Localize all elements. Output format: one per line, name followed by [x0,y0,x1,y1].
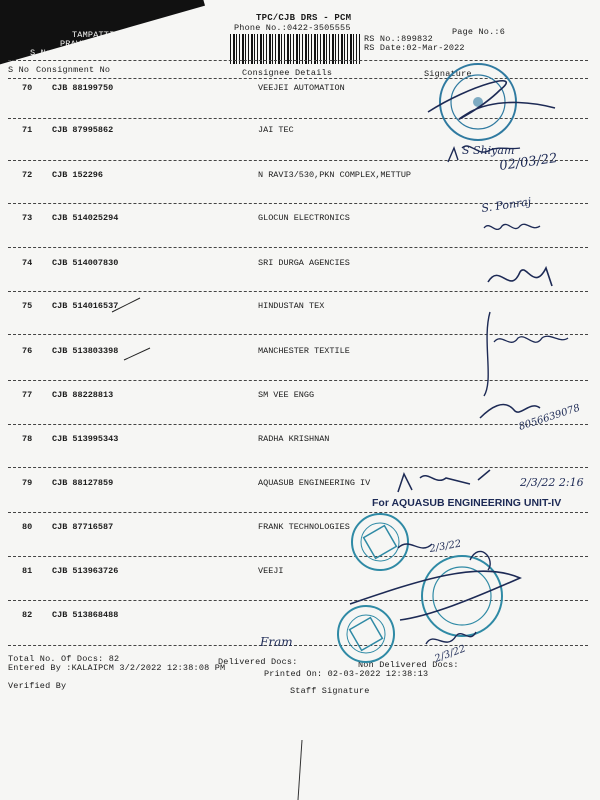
company-round-stamp-icon [352,514,408,570]
employee-name: PRAVEEN [60,39,98,49]
signature-82-date: 2/3/22 [433,643,468,665]
staff-signature: Staff Signature [290,686,370,696]
signature-71-name: S Shiyam [462,144,515,157]
row-sno: 81 [22,566,33,576]
col-consignment: Consignment No [36,65,111,75]
signature-80-date: 2/3/22 [428,538,463,555]
row-consignment: CJB 88228813 [52,390,114,400]
signature-scribble [480,405,540,418]
row-consignee: RADHA KRISHNAN [258,434,330,444]
row-consignment: CJB 514007830 [52,258,119,268]
row-consignee: FRANK TECHNOLOGIES [258,522,350,532]
drs-number: S No. :DCJB89983206 [30,48,131,58]
signature-73: S. Ponraj [480,195,532,215]
row-consignee: VEEJEI AUTOMATION [258,83,345,93]
row-consignment: CJB 88127859 [52,478,114,488]
non-delivered-docs: Non Delivered Docs: [358,660,459,670]
row-consignment: CJB 513995343 [52,434,119,444]
signature-scribble [350,571,520,620]
signature-scribble [398,544,432,548]
row-consignee: AQUASUB ENGINEERING IV [258,478,371,488]
row-consignment: CJB 87995862 [52,125,114,135]
row-consignment: CJB 87716587 [52,522,114,532]
row-consignment: CJB 88199750 [52,83,114,93]
row-sno: 70 [22,83,33,93]
row-consignment: CJB 513868488 [52,610,119,620]
row-sno: 82 [22,610,33,620]
row-sno: 80 [22,522,33,532]
row-sno: 75 [22,301,33,311]
row-sno: 78 [22,434,33,444]
signature-scribble [488,268,552,286]
row-sno: 71 [22,125,33,135]
col-signature: Signature [424,69,472,79]
signature-scribble [494,336,568,342]
col-sno: S No [8,65,30,75]
row-consignee: N RAVI3/530,PKN COMPLEX,METTUP [258,170,412,180]
row-consignment: CJB 513803398 [52,346,119,356]
row-consignee: GLOCUN ELECTRONICS [258,213,350,223]
row-sno: 79 [22,478,33,488]
row-consignment: CJB 513963726 [52,566,119,576]
signature-scribble [398,470,490,492]
total-docs: Total No. Of Docs: 82 [8,654,120,664]
signature-82-name: Fram [260,635,293,649]
signature-79-date: 2/3/22 2:16 [520,476,584,489]
company-round-stamp-icon [338,606,394,662]
verified-by: Verified By [8,681,67,691]
row-sno: 72 [22,170,33,180]
row-consignee: HINDUSTAN TEX [258,301,325,311]
printed-on: Printed On: 02-03-2022 12:38:13 [264,669,429,679]
col-consignee: Consignee Details [242,68,333,78]
signature-77-phone: 8056639078 [517,402,582,433]
company-stamp-text: For AQUASUB ENGINEERING UNIT-IV [372,497,562,509]
pen-mark [112,298,140,312]
entered-by: Entered By :KALAIPCM 3/2/2022 12:38:08 PM [8,663,226,673]
row-sno: 73 [22,213,33,223]
pen-mark [124,348,150,360]
signature-scribble [428,81,555,119]
branch-location: TAMPATTI [72,30,115,40]
delivered-docs: Delivered Docs: [218,657,298,667]
phone-number: Phone No.:0422-3505555 [234,23,351,33]
row-sno: 76 [22,346,33,356]
signature-scribble [484,224,540,229]
signature-71-date: 02/03/22 [498,150,559,174]
row-consignment: CJB 514016537 [52,301,119,311]
rs-number: RS No.:899832 [364,34,433,44]
pen-mark [298,740,302,800]
page-number: Page No.:6 [452,27,506,37]
row-consignee: SM VEE ENGG [258,390,315,400]
row-sno: 77 [22,390,33,400]
row-consignment: CJB 514025294 [52,213,119,223]
row-consignee: VEEJI [258,566,284,576]
row-sno: 74 [22,258,33,268]
row-consignment: CJB 152296 [52,170,104,180]
row-consignee: SRI DURGA AGENCIES [258,258,350,268]
rs-date: RS Date:02-Mar-2022 [364,43,465,53]
row-consignee: JAI TEC [258,125,294,135]
document-title: TPC/CJB DRS - PCM [256,13,352,23]
pen-mark [484,312,490,396]
row-consignee: MANCHESTER TEXTILE [258,346,350,356]
